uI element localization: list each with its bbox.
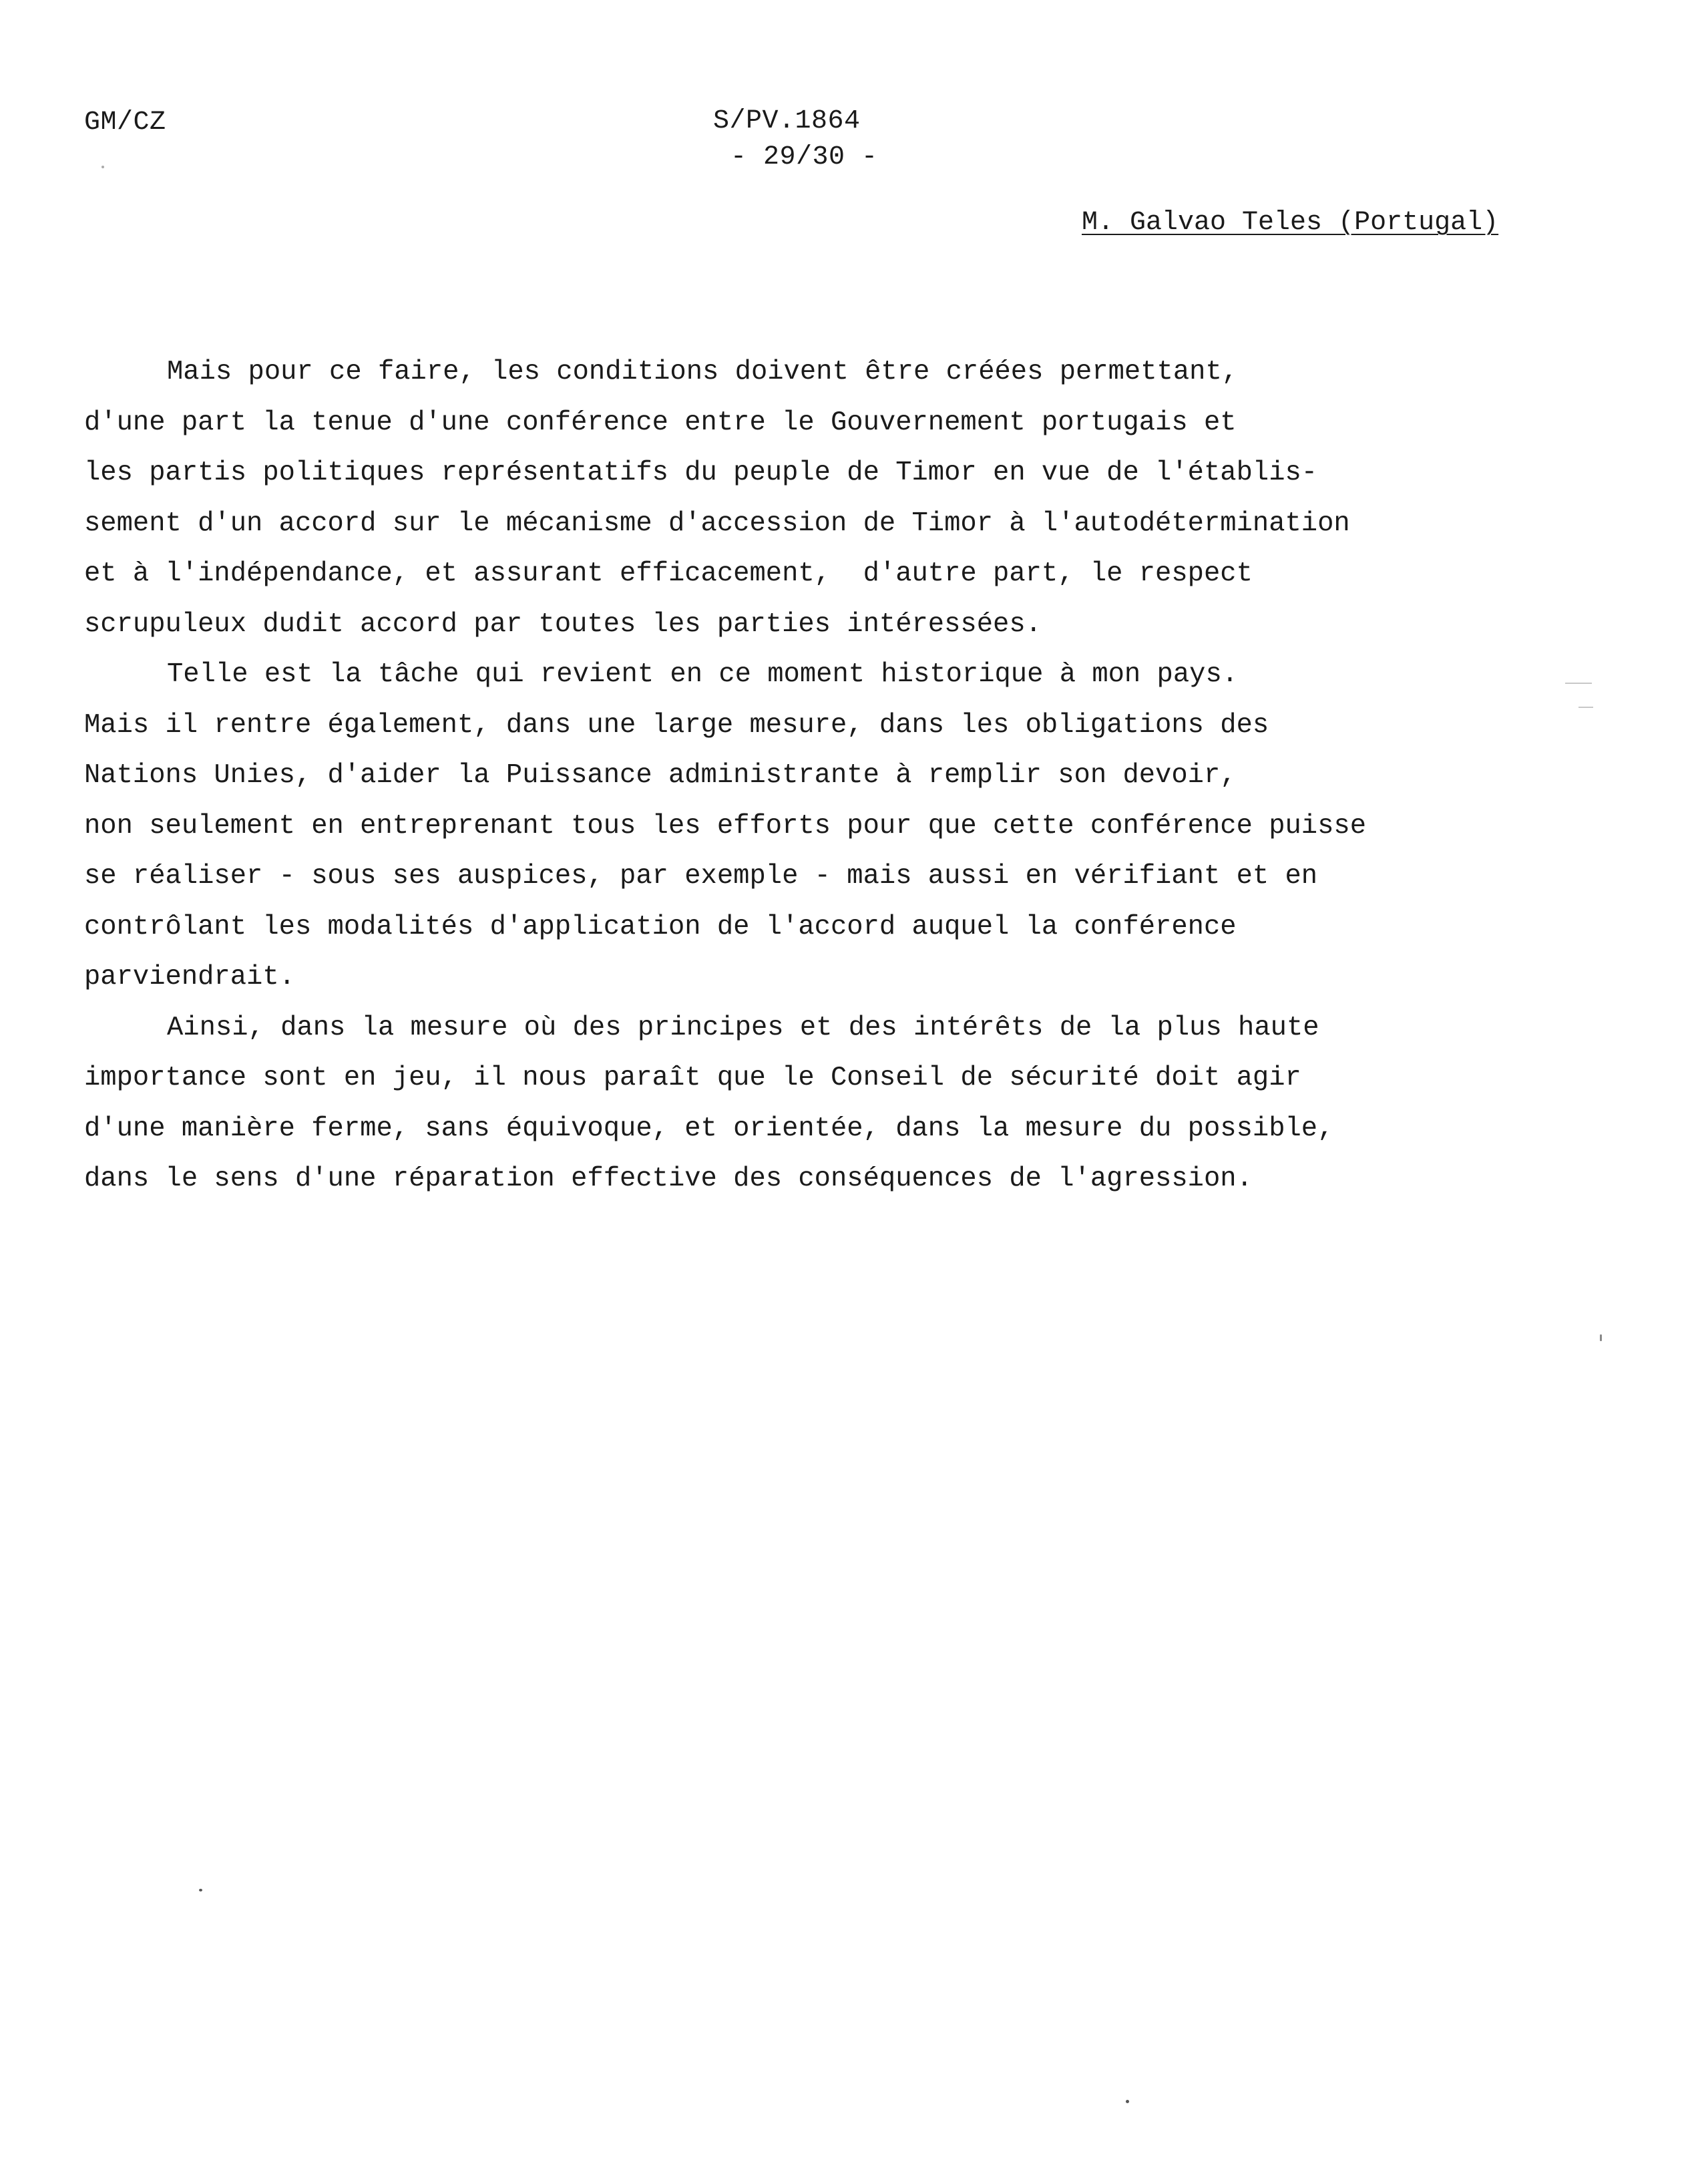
paragraph-line: et à l'indépendance, et assurant efficacement, d'autre part, le respect [84, 558, 1253, 589]
scan-speck [1126, 2100, 1129, 2103]
scan-speck [199, 1889, 202, 1891]
paragraph-line: importance sont en jeu, il nous paraît que le Conseil de sécurité doit agir [84, 1063, 1301, 1093]
scan-smudge [1578, 707, 1593, 708]
paragraph-line: Mais pour ce faire, les conditions doivent être créées permettant, [167, 357, 1239, 387]
document-symbol: S/PV.1864 [713, 106, 861, 136]
paragraph-line: Nations Unies, d'aider la Puissance administrante à remplir son devoir, [84, 760, 1237, 791]
paragraph-line: Mais il rentre également, dans une large mesure, dans les obligations des [84, 709, 1269, 741]
scan-smudge [1565, 683, 1592, 684]
paragraph-line: d'une manière ferme, sans équivoque, et orientée, dans la mesure du possible, [84, 1113, 1334, 1144]
paragraph-line: Telle est la tâche qui revient en ce moment historique à mon pays. [167, 659, 1239, 690]
speaker-name: M. Galvao Teles (Portugal) [1082, 208, 1499, 238]
page-number: - 29/30 - [730, 142, 878, 172]
paragraph-line: dans le sens d'une réparation effective des conséquences de l'agression. [84, 1163, 1253, 1194]
paragraph-line: scrupuleux dudit accord par toutes les parties intéressées. [84, 608, 1042, 640]
paragraph-line: se réaliser - sous ses auspices, par exemple - mais aussi en vérifiant et en [84, 861, 1318, 892]
document-body [84, 347, 1420, 1205]
paragraph-line: Ainsi, dans la mesure où des principes et des intérêts de la plus haute [167, 1012, 1319, 1043]
scan-speck [1600, 1334, 1602, 1341]
paragraph-line: d'une part la tenue d'une conférence entre le Gouvernement portugais et [84, 407, 1237, 438]
paragraph-line: contrôlant les modalités d'application de l'accord auquel la conférence [84, 911, 1237, 942]
paragraph-line: parviendrait. [84, 962, 295, 992]
typist-code: GM/CZ [84, 108, 166, 138]
paragraph-line: les partis politiques représentatifs du peuple de Timor en vue de l'établis- [84, 458, 1318, 488]
scan-speck [101, 166, 104, 168]
paragraph-line: non seulement en entreprenant tous les efforts pour que cette conférence puisse [84, 810, 1367, 842]
paragraph-line: sement d'un accord sur le mécanisme d'accession de Timor à l'autodétermination [84, 508, 1350, 539]
